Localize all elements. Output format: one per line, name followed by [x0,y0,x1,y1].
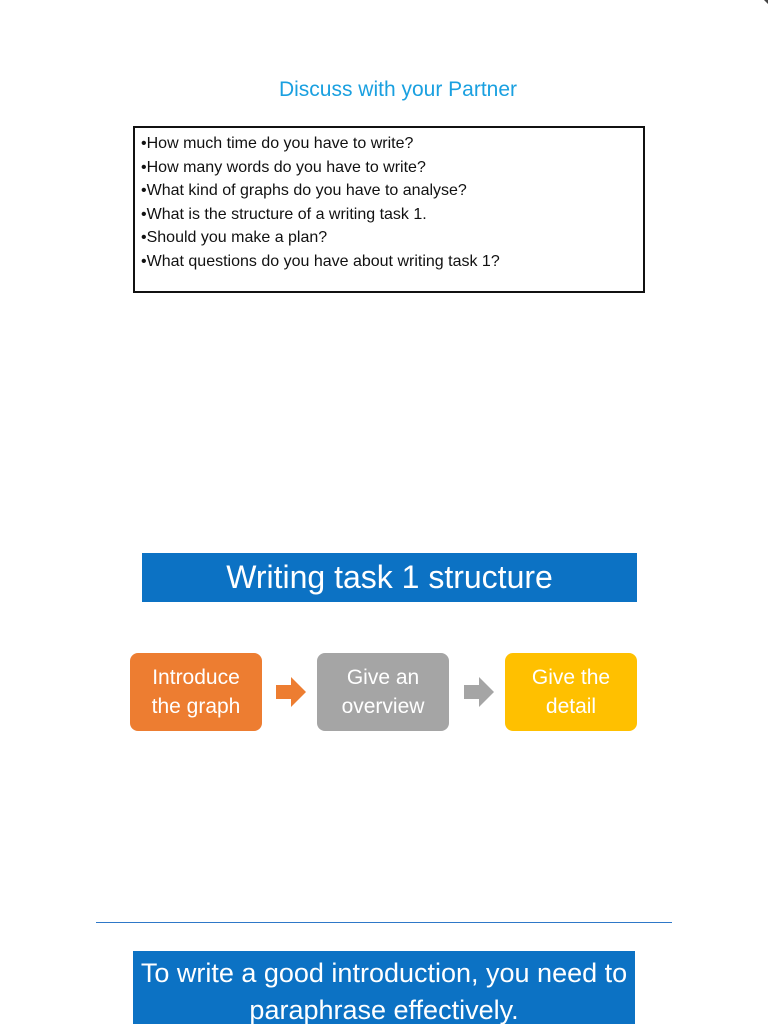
step-label: Give an overview [341,666,425,718]
step-introduce-graph [130,653,262,731]
step-give-detail [505,653,637,731]
discuss-title: Discuss with your Partner [278,78,518,101]
structure-title: Writing task 1 structure [226,559,553,595]
question-item: • What is the structure of a writing task 1. [141,203,637,227]
intro-banner [133,951,635,1024]
intro-text: To write a good introduction, you need to paraphrase effectively. [140,958,628,1024]
question-item: • How many words do you have to write? [141,156,637,180]
arrow-right-shape [276,677,306,707]
arrow-right-icon [464,677,494,707]
step-label: Give the detail [531,666,611,718]
step-label: Introduce the graph [151,666,241,718]
question-item: • Should you make a plan? [141,226,637,250]
structure-title-banner [142,553,637,602]
step-give-overview [317,653,449,731]
question-item: • How much time do you have to write? [141,132,637,156]
question-item: • What kind of graphs do you have to analyse? [141,179,637,203]
questions-list [141,132,637,273]
corner-mark [764,0,768,4]
arrow-right-shape [464,677,494,707]
arrow-right-icon [276,677,306,707]
questions-box [133,126,645,293]
question-item: • What questions do you have about writing task 1? [141,250,637,274]
section-divider [96,922,672,923]
